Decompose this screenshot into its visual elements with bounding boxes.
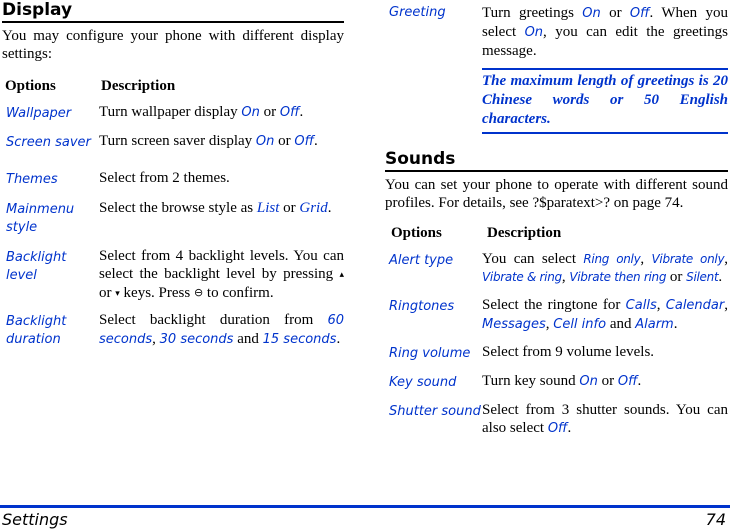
option-description: Turn greetings On or Off. When you select On, you can edit the greetings message. (482, 5, 728, 59)
option-ringtones: Ringtones (389, 299, 455, 314)
option-themes: Themes (6, 172, 58, 187)
display-intro: You may configure your phone with different display settings: (2, 28, 344, 62)
option-shutter-sound: Shutter sound (389, 404, 481, 419)
display-column (2, 0, 344, 349)
table-row (385, 372, 728, 392)
up-key-icon: ▴ (339, 270, 344, 280)
option-description: Select the ringtone for Calls, Calendar, Messages, Cell info and Alarm. (482, 297, 728, 332)
down-key-icon: ▾ (115, 289, 120, 299)
option-description: You can select Ring only, Vibrate only, Vibrate & ring, Vibrate then ring or Silent. (482, 251, 728, 285)
description-header: Description (101, 78, 176, 94)
option-description: Turn key sound On or Off. (482, 373, 642, 389)
option-greeting: Greeting (389, 5, 446, 20)
option-description: Turn wallpaper display On or Off. (99, 104, 304, 120)
table-row (2, 247, 344, 303)
table-row (385, 250, 728, 286)
option-description: Select the browse style as List or Grid. (99, 200, 332, 216)
footer-section-name: Settings (2, 510, 68, 529)
greeting-note: The maximum length of greetings is 20 Chinese words or 50 English characters. (482, 68, 728, 134)
ok-key-icon: ⊖ (193, 286, 204, 299)
table-row (385, 343, 728, 363)
option-ring-volume: Ring volume (389, 346, 471, 361)
options-header: Options (5, 78, 56, 94)
option-description: Select from 2 themes. (99, 170, 230, 186)
table-row (2, 199, 344, 237)
option-description: Select from 9 volume levels. (482, 344, 655, 360)
table-row (385, 401, 728, 438)
option-mainmenu-style: Mainmenu style (6, 202, 75, 235)
table-row (2, 311, 344, 349)
sounds-table-header (385, 224, 728, 242)
option-description: Turn screen saver display On or Off. (99, 133, 318, 149)
option-alert-type: Alert type (389, 253, 454, 268)
page-number: 74 (705, 510, 726, 529)
footer-rule (0, 505, 730, 508)
option-description: Select from 4 backlight levels. You can select the backlight level by pressing ▴ or ▾ keys. Press ⊖ to confirm. (99, 248, 344, 301)
table-row (385, 296, 728, 334)
option-wallpaper: Wallpaper (6, 106, 72, 121)
sounds-intro: You can set your phone to operate with different sound profiles. For details, see ?$paratext>? on page 74. (385, 177, 728, 211)
option-description: Select backlight duration from 60 seconds, 30 seconds and 15 seconds. (99, 312, 344, 347)
option-backlight-duration: Backlight duration (6, 314, 67, 347)
option-screen-saver: Screen saver (6, 135, 91, 150)
sounds-column (385, 0, 728, 438)
display-table-header (2, 77, 344, 95)
table-row (385, 2, 728, 60)
option-description: Select from 3 shutter sounds. You can also select Off. (482, 402, 728, 436)
table-row (2, 169, 344, 189)
option-backlight-level: Backlight level (6, 250, 67, 283)
display-heading: Display (2, 0, 344, 23)
options-header: Options (391, 225, 442, 241)
option-key-sound: Key sound (389, 375, 457, 390)
description-header: Description (487, 225, 562, 241)
table-row (2, 103, 344, 123)
sounds-heading: Sounds (385, 149, 728, 172)
table-row (2, 132, 344, 152)
